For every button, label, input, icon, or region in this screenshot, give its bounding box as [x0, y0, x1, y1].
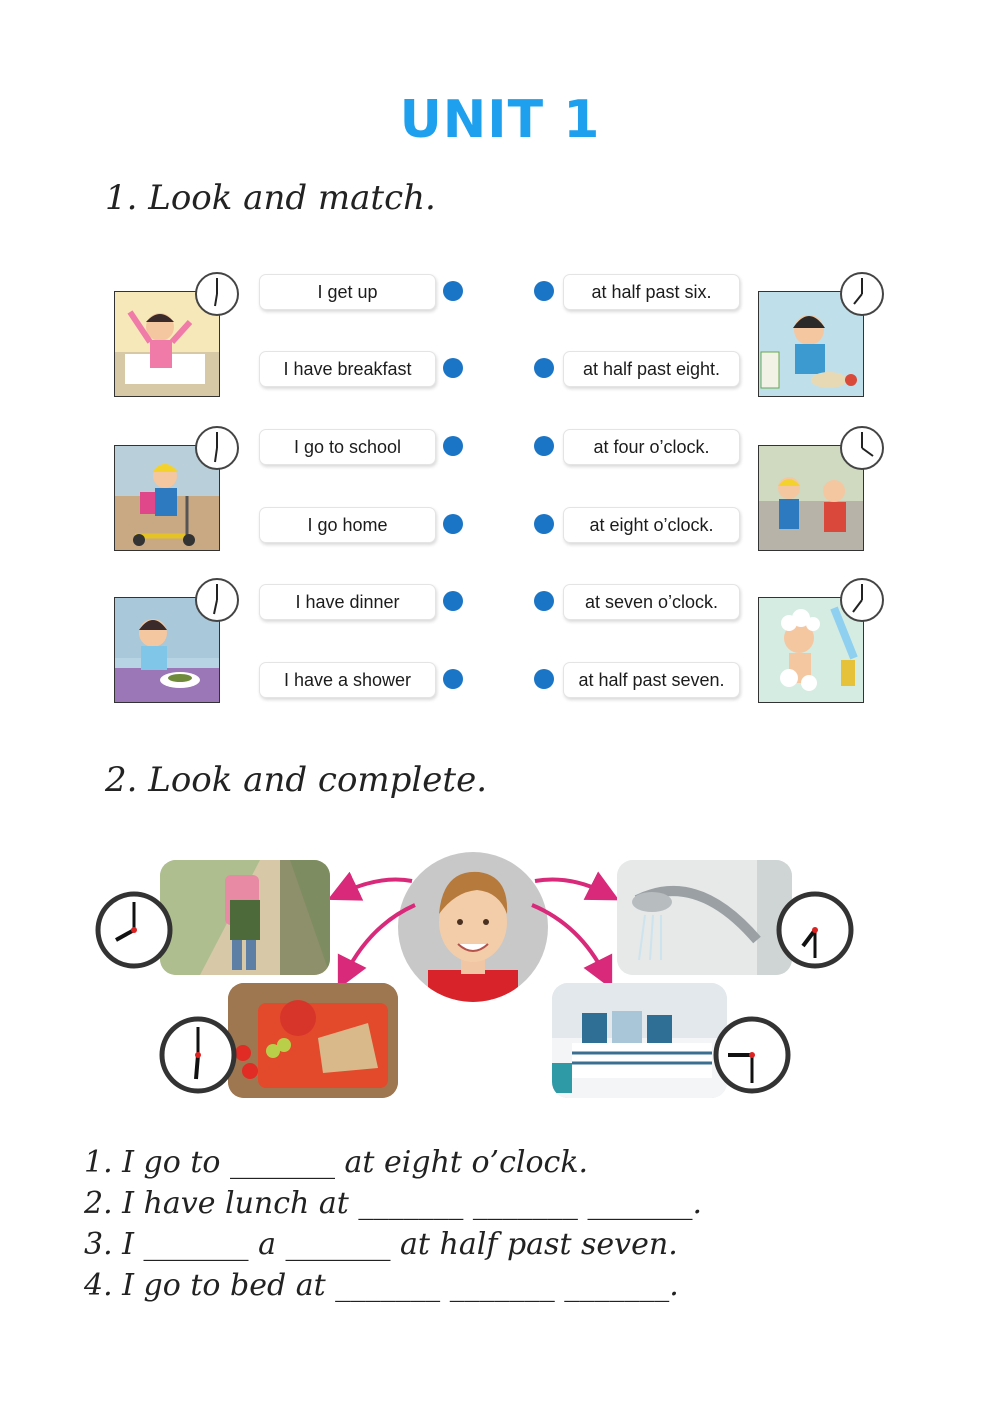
match-right-item[interactable]: at eight o’clock. — [563, 507, 740, 543]
match-dot-left[interactable] — [443, 358, 463, 378]
bedroom-photo — [552, 983, 727, 1098]
match-dot-right[interactable] — [534, 514, 554, 534]
match-right-item[interactable]: at four o’clock. — [563, 429, 740, 465]
clock-icon — [838, 270, 886, 318]
match-left-item[interactable]: I have breakfast — [259, 351, 436, 387]
match-dot-right[interactable] — [534, 358, 554, 378]
exercise-1-heading: 1. Look and match. — [105, 178, 436, 218]
match-right-item[interactable]: at half past eight. — [563, 351, 740, 387]
match-dot-right[interactable] — [534, 669, 554, 689]
match-left-item[interactable]: I have dinner — [259, 584, 436, 620]
clock-icon — [193, 424, 241, 472]
clock-icon — [94, 890, 174, 970]
walking-to-school-photo — [160, 860, 330, 975]
match-left-item[interactable]: I go home — [259, 507, 436, 543]
match-right-item[interactable]: at seven o’clock. — [563, 584, 740, 620]
match-right-item[interactable]: at half past seven. — [563, 662, 740, 698]
complete-sentence[interactable]: 2. I have lunch at _______ _______ _______. — [84, 1186, 702, 1221]
complete-sentence[interactable]: 3. I _______ a _______ at half past seven. — [84, 1227, 678, 1262]
match-dot-right[interactable] — [534, 591, 554, 611]
clock-icon — [838, 424, 886, 472]
clock-icon — [158, 1015, 238, 1095]
shower-photo — [617, 860, 792, 975]
exercise-2-heading: 2. Look and complete. — [105, 760, 488, 800]
match-dot-right[interactable] — [534, 281, 554, 301]
unit-title: UNIT 1 — [399, 90, 601, 150]
clock-icon — [838, 576, 886, 624]
match-dot-left[interactable] — [443, 436, 463, 456]
match-dot-right[interactable] — [534, 436, 554, 456]
match-dot-left[interactable] — [443, 669, 463, 689]
match-right-item[interactable]: at half past six. — [563, 274, 740, 310]
clock-icon — [712, 1015, 792, 1095]
match-left-item[interactable]: I go to school — [259, 429, 436, 465]
lunch-photo — [228, 983, 398, 1098]
match-left-item[interactable]: I have a shower — [259, 662, 436, 698]
match-dot-left[interactable] — [443, 514, 463, 534]
clock-icon — [193, 270, 241, 318]
complete-sentence[interactable]: 4. I go to bed at _______ _______ _______. — [84, 1268, 679, 1303]
match-left-item[interactable]: I get up — [259, 274, 436, 310]
clock-icon — [193, 576, 241, 624]
clock-icon — [775, 890, 855, 970]
match-dot-left[interactable] — [443, 591, 463, 611]
complete-sentence[interactable]: 1. I go to _______ at eight o’clock. — [84, 1145, 589, 1180]
match-dot-left[interactable] — [443, 281, 463, 301]
arrows-diagram — [320, 865, 630, 985]
